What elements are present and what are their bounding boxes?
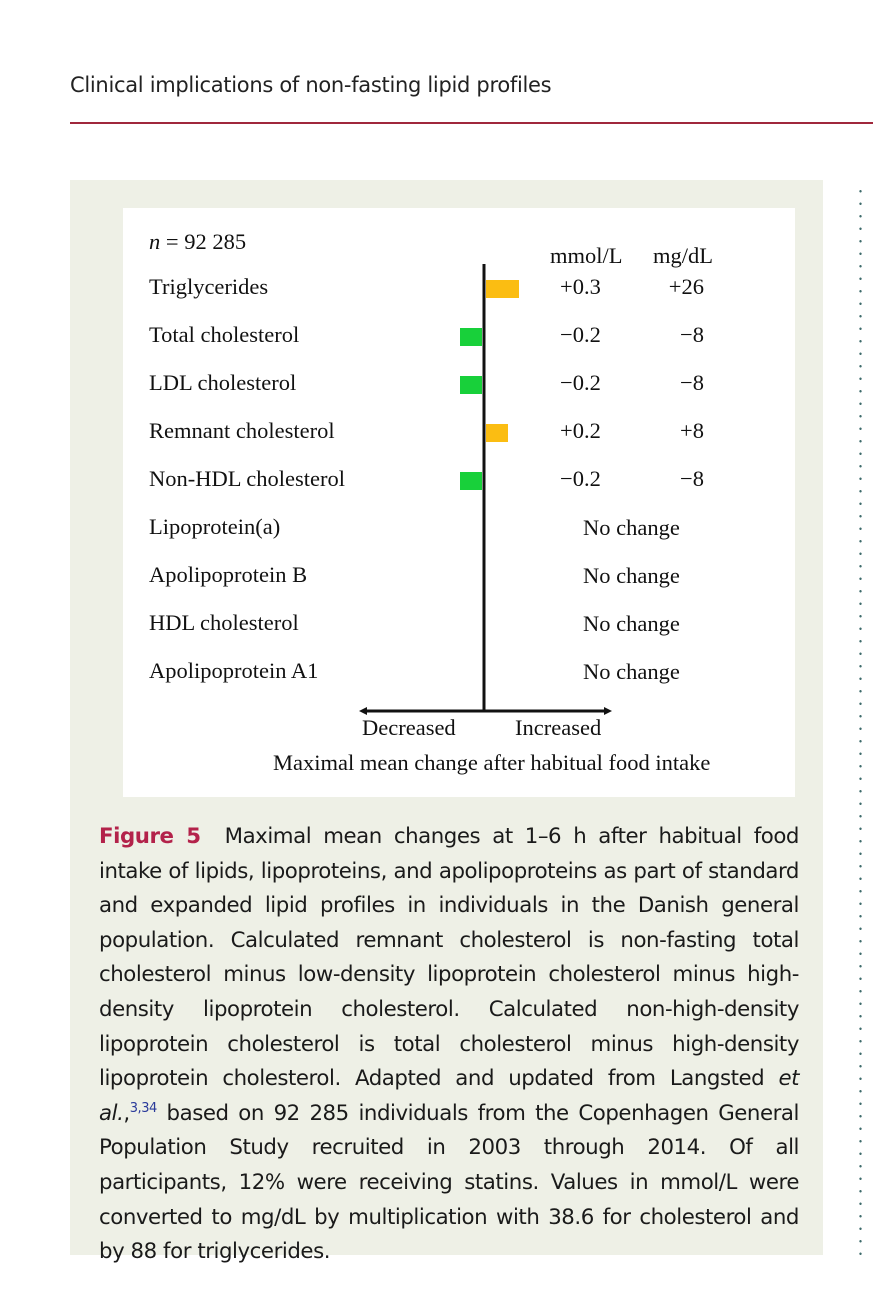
value-label-mgdl: −8 [680, 466, 704, 491]
axis-right-label: Increased [515, 715, 602, 740]
figure-caption [99, 820, 799, 1270]
category-label: Apolipoprotein A1 [149, 658, 319, 683]
running-title: Clinical implications of non-fasting lipid profiles [70, 73, 552, 97]
category-label: Total cholesterol [149, 322, 300, 347]
no-change-label: No change [583, 515, 680, 540]
category-label: HDL cholesterol [149, 610, 299, 635]
value-label-mmol: +0.2 [560, 418, 601, 443]
caption-text-1: Maximal mean changes at 1–6 h after habitual food intake of lipids, lipoproteins, and apolipoproteins as part of standard and expanded lipid profiles in individuals in the Danish general population. Calculated remnant cholesterol is non-fasting total cholesterol minus low-density lipoprotein cholesterol minus high-density lipoprotein cholesterol. Calculated non-high-density lipoprotein cholesterol is total cholesterol minus high-density lipoprotein cholesterol. Adapted and updated from Langsted [99, 824, 799, 1092]
axis-left-label: Decreased [362, 715, 456, 740]
value-label-mmol: −0.2 [560, 370, 601, 395]
caption-text-2: based on 92 285 individuals from the Copenhagen General Population Study recruited in 2003 through 2014. Of all participants, 12% were receiving statins. Values in mmol/L were converted to mg/dL by multiplication with 38.6 for cholesterol and by 88 for triglycerides. [99, 1100, 799, 1265]
category-label: Non-HDL cholesterol [149, 466, 345, 491]
no-change-label: No change [583, 659, 680, 684]
chart-svg [123, 208, 795, 797]
category-label: Remnant cholesterol [149, 418, 335, 443]
category-label: LDL cholesterol [149, 370, 297, 395]
bar [460, 472, 482, 490]
n-value: = 92 285 [165, 229, 247, 254]
margin-dotted-rule [859, 185, 862, 1255]
unit-header-mmol: mmol/L [550, 243, 623, 268]
no-change-label: No change [583, 611, 680, 636]
no-change-label: No change [583, 563, 680, 588]
left-arrow-icon [359, 707, 367, 715]
figure-label: Figure 5 [99, 824, 201, 849]
value-label-mgdl: +26 [668, 274, 704, 299]
x-axis-title: Maximal mean change after habitual food intake [273, 750, 711, 775]
value-label-mmol: −0.2 [560, 322, 601, 347]
header-rule [70, 122, 873, 124]
bar [460, 328, 482, 346]
category-label: Triglycerides [149, 274, 269, 299]
value-label-mgdl: −8 [680, 322, 704, 347]
n-symbol: n [149, 229, 161, 254]
bar [486, 424, 508, 442]
category-label: Apolipoprotein B [149, 562, 308, 587]
value-label-mmol: +0.3 [560, 274, 601, 299]
right-arrow-icon [604, 707, 612, 715]
bar [486, 280, 519, 298]
caption-references[interactable]: 3,34 [129, 1100, 157, 1116]
value-label-mgdl: −8 [680, 370, 704, 395]
unit-header-mgdl: mg/dL [653, 243, 713, 268]
value-label-mmol: −0.2 [560, 466, 601, 491]
caption-italic: et al. [99, 1066, 799, 1126]
category-label: Lipoprotein(a) [149, 514, 281, 539]
figure-chart [123, 208, 795, 797]
value-label-mgdl: +8 [680, 418, 704, 443]
bar [460, 376, 482, 394]
caption-comma: , [123, 1100, 130, 1126]
